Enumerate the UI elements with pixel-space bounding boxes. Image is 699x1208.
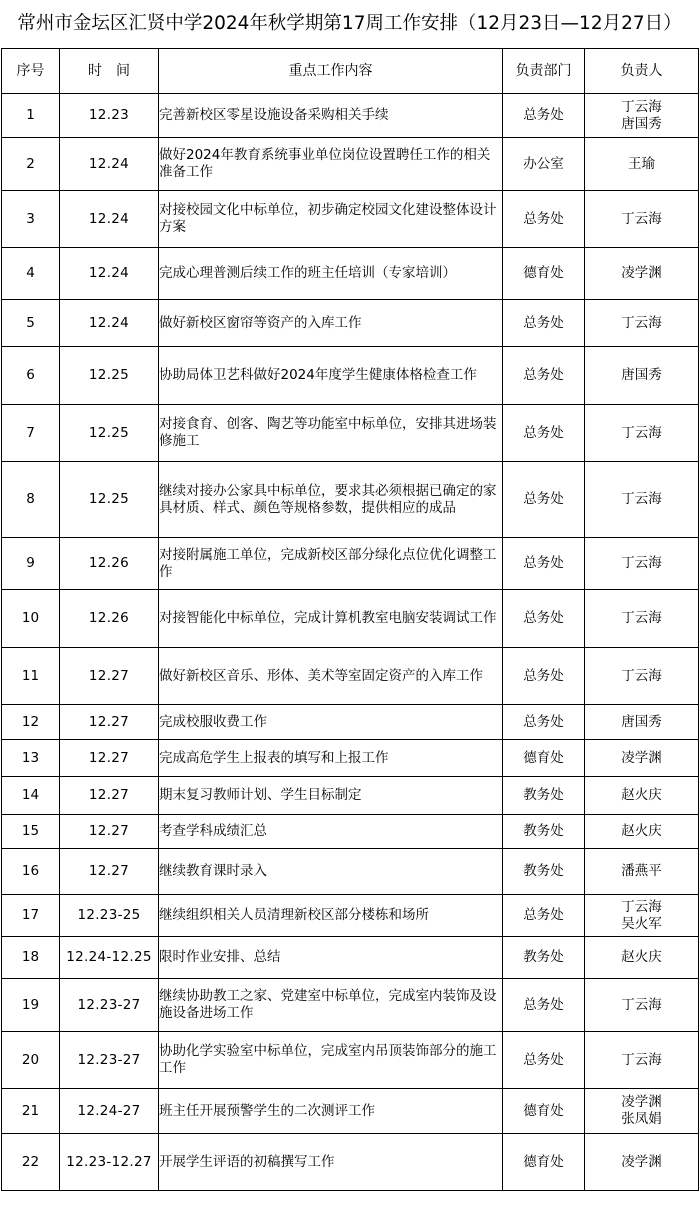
row-dept: 总务处 (503, 300, 585, 347)
row-time: 12.24 (60, 248, 159, 300)
page-title: 常州市金坛区汇贤中学2024年秋学期第17周工作安排（12月23日—12月27日） (17, 13, 682, 34)
table-row (2, 849, 699, 895)
row-task: 继续教育课时录入 (159, 849, 503, 895)
table-row (2, 347, 699, 405)
row-dept: 教务处 (503, 777, 585, 815)
table-row (2, 1089, 699, 1134)
owner-name: 丁云海 (621, 667, 662, 684)
row-time: 12.23-27 (60, 979, 159, 1032)
row-dept: 德育处 (503, 248, 585, 300)
row-task: 完成校服收费工作 (159, 705, 503, 740)
owner-name: 赵火庆 (621, 787, 662, 803)
row-time: 12.24-12.25 (60, 937, 159, 979)
row-dept: 总务处 (503, 895, 585, 937)
row-time: 12.23-27 (60, 1032, 159, 1089)
row-owner (585, 347, 699, 405)
table-row (2, 538, 699, 590)
row-task: 完成高危学生上报表的填写和上报工作 (159, 740, 503, 777)
row-task: 完成心理普测后续工作的班主任培训（专家培训） (159, 248, 503, 300)
row-task: 对接附属施工单位，完成新校区部分绿化点位优化调整工作 (159, 538, 503, 590)
row-dept: 办公室 (503, 138, 585, 191)
row-owner (585, 937, 699, 979)
row-task: 协助局体卫艺科做好2024年度学生健康体格检查工作 (159, 347, 503, 405)
row-task: 完善新校区零星设施设备采购相关手续 (159, 94, 503, 138)
row-dept: 德育处 (503, 1134, 585, 1191)
row-time: 12.24 (60, 138, 159, 191)
row-number: 5 (2, 300, 60, 347)
table-row (2, 1032, 699, 1089)
row-task: 考查学科成绩汇总 (159, 815, 503, 849)
row-task: 开展学生评语的初稿撰写工作 (159, 1134, 503, 1191)
row-owner (585, 777, 699, 815)
row-dept: 教务处 (503, 849, 585, 895)
table-row (2, 705, 699, 740)
row-owner (585, 538, 699, 590)
owner-name: 丁云海 (621, 898, 662, 915)
row-number: 17 (2, 895, 60, 937)
row-owner (585, 462, 699, 538)
row-time: 12.27 (60, 815, 159, 849)
table-row (2, 405, 699, 462)
table-row (2, 777, 699, 815)
row-task: 协助化学实验室中标单位，完成室内吊顶装饰部分的施工工作 (159, 1032, 503, 1089)
row-number: 12 (2, 705, 60, 740)
row-number: 22 (2, 1134, 60, 1191)
owner-name: 丁云海 (621, 996, 662, 1013)
row-dept: 教务处 (503, 815, 585, 849)
row-time: 12.26 (60, 538, 159, 590)
owner-name: 唐国秀 (621, 115, 662, 132)
row-owner (585, 405, 699, 462)
table-row (2, 94, 699, 138)
owner-name: 潘燕平 (621, 863, 662, 879)
row-dept: 总务处 (503, 405, 585, 462)
row-owner (585, 138, 699, 191)
owner-name: 凌学渊 (621, 1153, 662, 1170)
row-owner (585, 895, 699, 937)
row-number: 2 (2, 138, 60, 191)
row-number: 8 (2, 462, 60, 538)
row-owner (585, 979, 699, 1032)
table-row (2, 1134, 699, 1191)
header-row (2, 49, 699, 94)
row-time: 12.27 (60, 777, 159, 815)
row-task: 继续协助教工之家、党建室中标单位，完成室内装饰及设施设备进场工作 (159, 979, 503, 1032)
row-time: 12.24 (60, 191, 159, 248)
row-time: 12.23-25 (60, 895, 159, 937)
row-dept: 总务处 (503, 1032, 585, 1089)
row-dept: 总务处 (503, 94, 585, 138)
row-dept: 总务处 (503, 538, 585, 590)
row-number: 9 (2, 538, 60, 590)
row-task: 继续对接办公家具中标单位，要求其必须根据已确定的家具材质、样式、颜色等规格参数，提供相应的成品 (159, 462, 503, 538)
row-dept: 总务处 (503, 462, 585, 538)
owner-name: 凌学渊 (621, 265, 662, 281)
row-owner (585, 248, 699, 300)
row-number: 7 (2, 405, 60, 462)
row-task: 期末复习教师计划、学生目标制定 (159, 777, 503, 815)
row-number: 14 (2, 777, 60, 815)
owner-name: 唐国秀 (621, 367, 662, 383)
table-row (2, 590, 699, 648)
owner-name: 丁云海 (621, 1051, 662, 1068)
row-time: 12.27 (60, 849, 159, 895)
header-no: 序号 (2, 49, 60, 94)
table-row (2, 895, 699, 937)
table-row (2, 648, 699, 705)
row-owner (585, 849, 699, 895)
row-time: 12.23 (60, 94, 159, 138)
row-number: 3 (2, 191, 60, 248)
row-number: 21 (2, 1089, 60, 1134)
owner-name: 丁云海 (621, 610, 662, 626)
owner-name: 丁云海 (621, 424, 662, 441)
row-dept: 总务处 (503, 347, 585, 405)
row-number: 6 (2, 347, 60, 405)
row-time: 12.27 (60, 648, 159, 705)
owner-name: 张凤娟 (621, 1111, 662, 1127)
row-dept: 教务处 (503, 937, 585, 979)
owner-name: 王瑜 (628, 155, 655, 172)
owner-name: 丁云海 (621, 210, 662, 227)
row-task: 做好新校区音乐、形体、美术等室固定资产的入库工作 (159, 648, 503, 705)
row-number: 20 (2, 1032, 60, 1089)
row-time: 12.25 (60, 462, 159, 538)
schedule-table (1, 48, 699, 1191)
row-owner (585, 191, 699, 248)
row-time: 12.24-27 (60, 1089, 159, 1134)
header-task: 重点工作内容 (159, 49, 503, 94)
row-dept: 德育处 (503, 1089, 585, 1134)
owner-name: 吴火军 (621, 915, 662, 932)
row-dept: 总务处 (503, 705, 585, 740)
owner-name: 丁云海 (621, 555, 662, 571)
table-row (2, 979, 699, 1032)
row-owner (585, 740, 699, 777)
owner-name: 赵火庆 (621, 949, 662, 965)
table-row (2, 740, 699, 777)
header-owner: 负责人 (585, 49, 699, 94)
owner-name: 唐国秀 (621, 713, 662, 730)
table-row (2, 191, 699, 248)
row-task: 对接智能化中标单位，完成计算机教室电脑安装调试工作 (159, 590, 503, 648)
row-task: 做好2024年教育系统事业单位岗位设置聘任工作的相关准备工作 (159, 138, 503, 191)
table-row (2, 462, 699, 538)
owner-name: 丁云海 (621, 314, 662, 331)
row-time: 12.24 (60, 300, 159, 347)
row-number: 13 (2, 740, 60, 777)
table-row (2, 300, 699, 347)
row-owner (585, 1032, 699, 1089)
row-owner (585, 705, 699, 740)
row-owner (585, 300, 699, 347)
row-dept: 德育处 (503, 740, 585, 777)
row-owner (585, 815, 699, 849)
header-time: 时 间 (60, 49, 159, 94)
owner-name: 丁云海 (621, 98, 662, 115)
row-owner (585, 590, 699, 648)
row-task: 对接校园文化中标单位，初步确定校园文化建设整体设计方案 (159, 191, 503, 248)
owner-name: 赵火庆 (621, 823, 662, 839)
row-number: 16 (2, 849, 60, 895)
row-time: 12.25 (60, 347, 159, 405)
row-task: 做好新校区窗帘等资产的入库工作 (159, 300, 503, 347)
table-row (2, 248, 699, 300)
row-dept: 总务处 (503, 590, 585, 648)
row-time: 12.26 (60, 590, 159, 648)
row-task: 班主任开展预警学生的二次测评工作 (159, 1089, 503, 1134)
row-dept: 总务处 (503, 979, 585, 1032)
row-owner (585, 648, 699, 705)
row-number: 15 (2, 815, 60, 849)
table-row (2, 937, 699, 979)
owner-name: 凌学渊 (621, 749, 662, 766)
table-row (2, 815, 699, 849)
owner-name: 丁云海 (621, 491, 662, 507)
row-number: 18 (2, 937, 60, 979)
row-number: 19 (2, 979, 60, 1032)
row-task: 对接食育、创客、陶艺等功能室中标单位，安排其进场装修施工 (159, 405, 503, 462)
row-dept: 总务处 (503, 648, 585, 705)
row-task: 限时作业安排、总结 (159, 937, 503, 979)
row-owner (585, 1134, 699, 1191)
row-time: 12.25 (60, 405, 159, 462)
table-row (2, 138, 699, 191)
row-number: 11 (2, 648, 60, 705)
row-time: 12.23-12.27 (60, 1134, 159, 1191)
row-number: 4 (2, 248, 60, 300)
row-time: 12.27 (60, 740, 159, 777)
row-owner (585, 1089, 699, 1134)
owner-name: 凌学渊 (621, 1094, 662, 1110)
row-number: 1 (2, 94, 60, 138)
row-owner (585, 94, 699, 138)
row-time: 12.27 (60, 705, 159, 740)
row-task: 继续组织相关人员清理新校区部分楼栋和场所 (159, 895, 503, 937)
row-number: 10 (2, 590, 60, 648)
header-dept: 负责部门 (503, 49, 585, 94)
schedule-rows (2, 94, 699, 1191)
row-dept: 总务处 (503, 191, 585, 248)
